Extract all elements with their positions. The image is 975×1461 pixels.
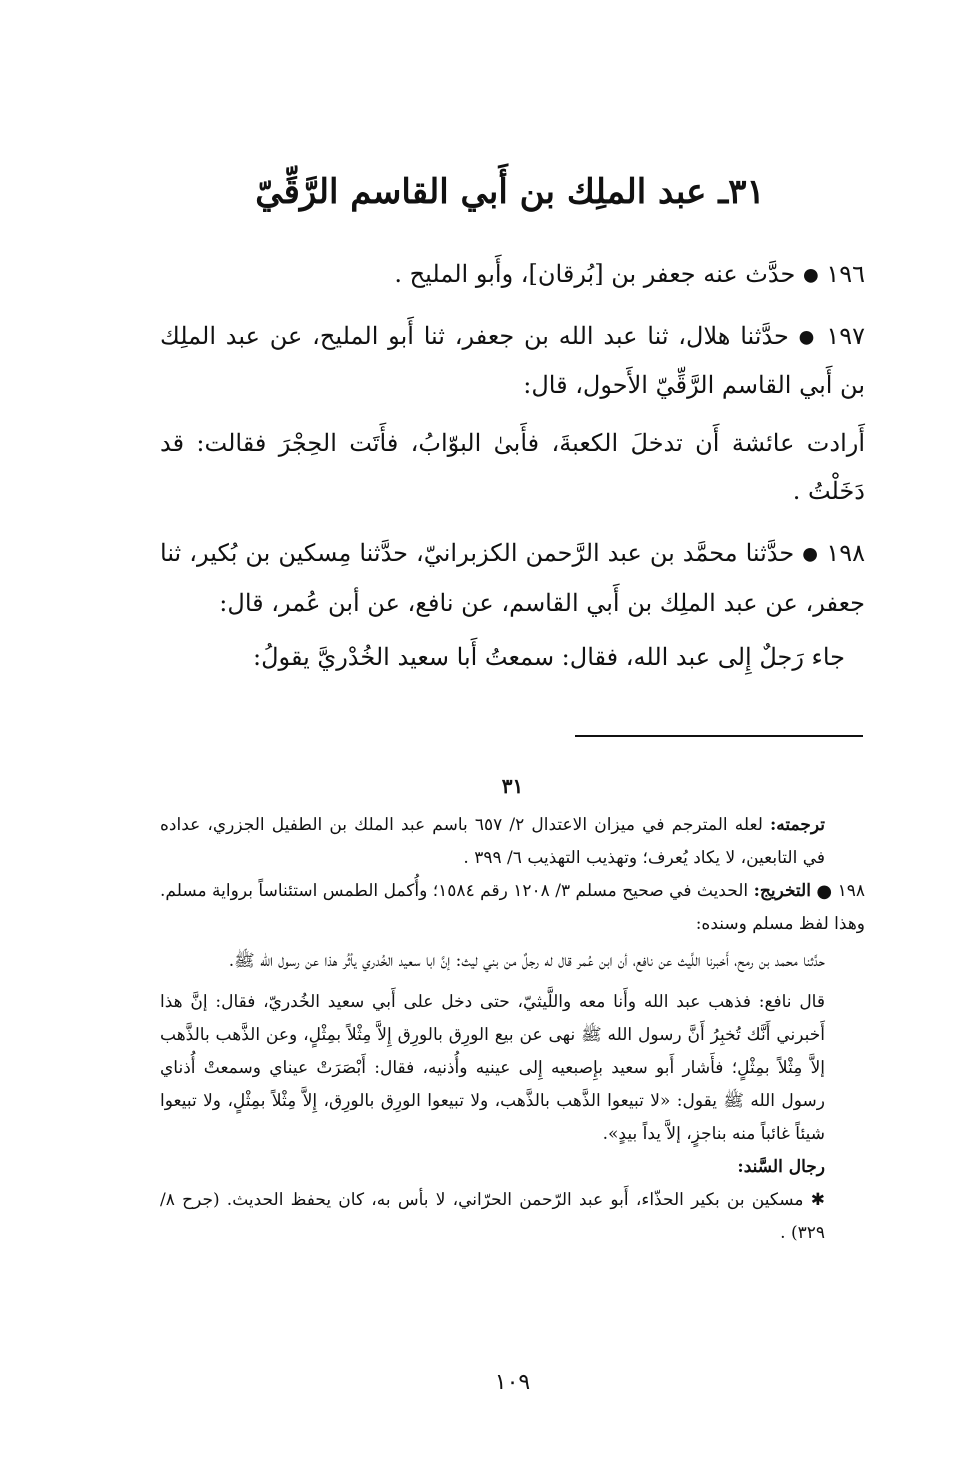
tarjama-label: ترجمته: — [770, 815, 825, 835]
entry-196 — [160, 250, 865, 300]
entry-text: حدَّث عنه جعفر بن [بُرقان]، وأَبو المليح . — [394, 260, 796, 288]
muslim-quote-1: حدَّثنا محمد بن رمح، أَخبرنا اللَّيث عن نافع، أن ابن عُمر قال له رجلٌ من بني ليث: إنَّ ابا سعيد الخُدري يأثُر هذا عن رسول الله ﷺ. — [228, 951, 825, 971]
entry-197-quote: أَرادت عائشة أَن تدخلَ الكعبةَ، فأَبىٰ البوّابُ، فأَتَت الحِجْرَ فقالت: قد دَخَلْتُ . — [160, 429, 865, 505]
main-text — [160, 250, 865, 681]
footnote-divider — [575, 735, 863, 737]
entry-198-quote: جاء رَجلٌ إِلى عبد الله، فقال: سمعتُ أَبا سعيد الخُدْريَّ يقولُ: — [253, 642, 845, 671]
footnote-section-number: ٣١ — [501, 774, 524, 798]
bullet-icon: ● — [816, 881, 833, 902]
section-title: ٣١ـ عبد الملِك بن أَبي القاسم الرَّقِّيّ — [255, 172, 765, 212]
takhrij-note — [160, 875, 865, 941]
entry-text: حدَّثنا هلال، ثنا عبد الله بن جعفر، ثنا أَبو المليح، عن عبد الملِك بن أَبي القاسم الرَّقِّيّ الأَحول، قال: — [160, 321, 865, 399]
star-icon: ✱ — [810, 1190, 825, 1210]
entry-number: ١٩٧ — [826, 321, 865, 350]
entry-198 — [160, 529, 865, 627]
takhrij-label: التخريج: — [753, 881, 811, 901]
entry-number: ١٩٦ — [826, 260, 865, 288]
rijal-note — [160, 1184, 865, 1250]
entry-number: ١٩٨ — [826, 539, 865, 567]
bullet-icon: ● — [802, 543, 819, 565]
bullet-icon: ● — [802, 264, 819, 286]
rijal-text: مسكين بن بكير الحذّاء، أَبو عبد الرّحمن الحرّاني، لا بأس به، كان يحفظ الحديث. (جرح ٨/ ٣٢٩) . — [160, 1190, 825, 1243]
tarjama-text: لعله المترجم في ميزان الاعتدال ٢/ ٦٥٧ باسم عبد الملك بن الطفيل الجزري، عداده في التابعين، لا يكاد يُعرف؛ وتهذيب التهذيب ٦/ ٣٩٩ . — [160, 815, 825, 868]
entry-197 — [160, 312, 865, 410]
takhrij-number: ١٩٨ — [837, 881, 866, 901]
footnotes — [160, 770, 865, 1250]
tarjama-note — [160, 809, 865, 875]
entry-text: حدَّثنا محمَّد بن عبد الرَّحمن الكزبرانيّ، حدَّثنا مِسكين بن بُكير، ثنا جعفر، عن عبد الملِك بن أَبي القاسم، عن نافع، عن أبن عُمر، قال: — [160, 539, 865, 617]
rijal-label: رجال السَّند: — [737, 1157, 825, 1177]
page-number: ١٠٩ — [494, 1370, 531, 1395]
bullet-icon: ● — [798, 326, 817, 347]
muslim-quote-2: قال نافع: فذهب عبد الله وأَنا معه واللَّيثيّ، حتى دخل على أَبي سعيد الخُدريّ، فقال: إنَّ هذا أَخبرني أَنَّك تُخبِرُ أَنَّ رسول الله ﷺ نهى عن بيع الورِق بالورِق إِلاَّ مِثْلاً بمِثْلٍ، وعن الذَّهب بالذَّهب إلاَّ مِثْلاً بمِثْلٍ؛ فأَشار أَبو سعيد بإِصبعيه إِلى عينيه وأُذنيه، فقال: أَبْصَرَتْ عيناي وسمعتْ أُذناي رسول الله ﷺ يقول: «لا تبيعوا الذَّهب بالذَّهب، ولا تبيعوا الورِق بالورِق، إِلاَّ مِثْلاً بمِثْلٍ، ولا تبيعوا شيئاً غائباً منه بناجزٍ، إلاَّ يداً بيدٍ». — [160, 992, 825, 1144]
takhrij-text: الحديث في صحيح مسلم ٣/ ١٢٠٨ رقم ١٥٨٤؛ وأُكمل الطمس استئناساً برواية مسلم. وهذا لفظ مسلم وسنده: — [160, 881, 865, 934]
